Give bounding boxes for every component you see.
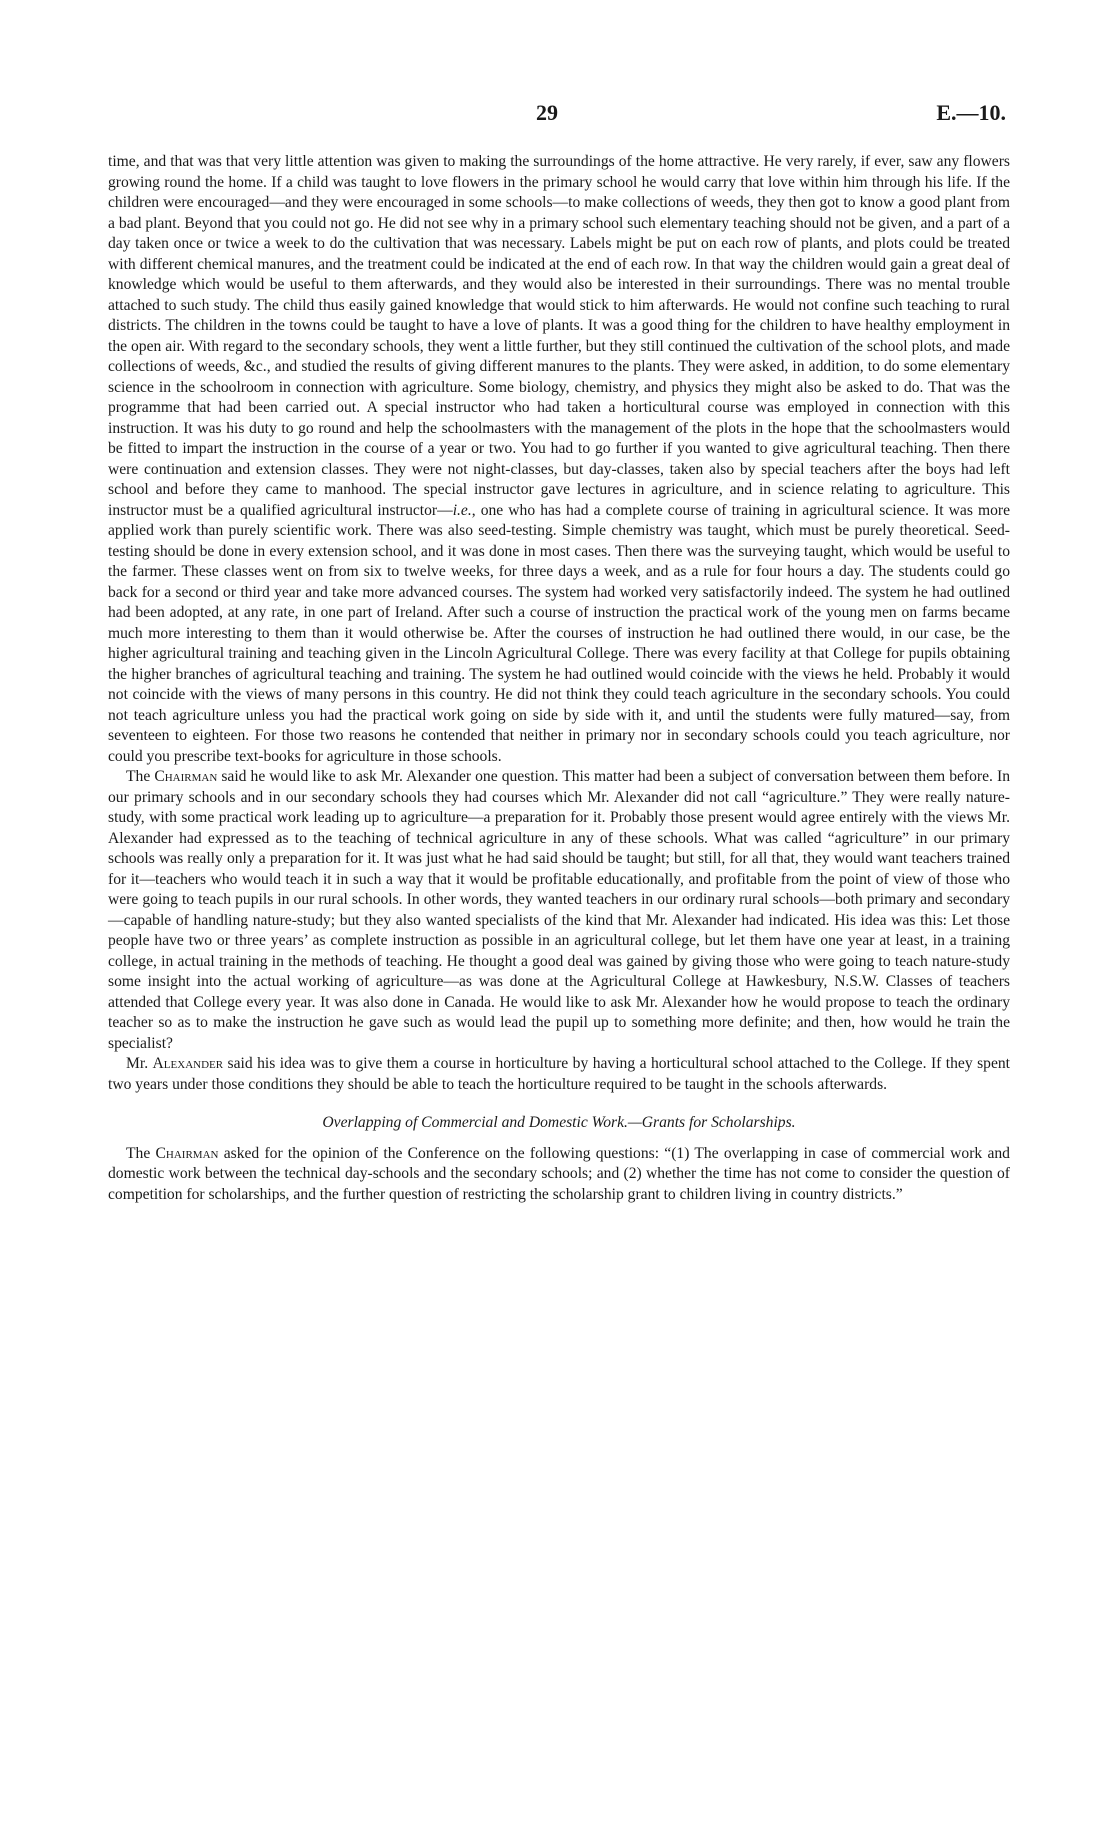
- section-heading: Overlapping of Commercial and Domestic Work.—Grants for Scholarships.: [322, 1114, 796, 1131]
- document-reference: E.—10.: [936, 100, 1006, 125]
- paragraph-text: Mr.: [126, 1055, 153, 1072]
- paragraph-chairman-question: [108, 767, 1010, 1054]
- paragraph-text: asked for the opinion of the Conference on the following questions: “(1) The overlapping in case of commercial work and domestic work between the technical day-schools and the secondary schools; and (2) whether the time has not come to consider the question of competition for scholarships, and the further question of restricting the scholarship grant to children living in country districts.”: [108, 1144, 1010, 1203]
- paragraph-text: said he would like to ask Mr. Alexander one question. This matter had been a subject of conversation between them before. In our primary schools and in our secondary schools they had courses which Mr. Alexander did not call “agriculture.” They were really nature-study, with some practical work leading up to agriculture—a preparation for it. Probably those present would agree entirely with the views Mr. Alexander had expressed as to the teaching of technical agriculture in any of these schools. What was called “agriculture” in our primary schools was really only a preparation for it. It was just what he had said should be taught; but still, for all that, they would want teachers trained for it—teachers who would teach it in such a way that it would be profitable educationally, and profitable from the point of view of those who were going to teach pupils in our rural schools. In other words, they wanted teachers in our ordinary rural schools—both primary and secondary—capable of handling nature-study; but they also wanted specialists of the kind that Mr. Alexander had indicated. His idea was this: Let those people have two or three years’ as complete instruction as possible in an agricultural college, but let them have one year at least, in a training college, in actual training in the methods of teaching. He thought a good deal was gained by giving those who were going to teach nature-study some insight into the actual working of agriculture—as was done at the Agricultural College at Hawkesbury, N.S.W. Classes of teachers attended that College every year. It was also done in Canada. He would like to ask Mr. Alexander how he would propose to teach the ordinary teacher so as to make the instruction he gave such as would lead the pupil up to something more definite; and then, how would he train the specialist?: [108, 768, 1010, 1052]
- paragraph-text: The: [126, 1144, 156, 1162]
- body-text: [108, 152, 1010, 1205]
- paragraph-chairman-questions: [108, 1144, 1010, 1206]
- paragraph-text: , one who has had a complete course of training in agricultural science. It was more applied work than purely scientific work. There was also seed-testing. Simple chemistry was taught, which must be purely theoretical. Seed-testing should be done in every extension school, and it was done in most cases. Then there was the surveying taught, which would be useful to the farmer. These classes went on from six to twelve weeks, for three days a week, and as a rule for four hours a day. The students could go back for a second or third year and take more advanced courses. The system had worked very satisfactorily indeed. The system he had outlined had been adopted, at any rate, in one part of Ireland. After such a course of instruction the practical work of the young men on farms became much more interesting to them than it would otherwise be. After the courses of instruction he had outlined there would, in our case, be the higher agricultural training and teaching given in the Lincoln Agricultural College. There was every facility at that College for pupils obtaining the higher branches of agricultural teaching and training. The system he had outlined would coincide with the views he held. Probably it would not coincide with the views of many persons in this country. He did not think they could teach agriculture in the secondary schools. You could not teach agriculture unless you had the practical work going on side by side with it, and until the students were fully matured—say, from seventeen to eighteen. For those two reasons he contended that neither in primary nor in secondary schools could you teach agriculture, nor could you prescribe text-books for agriculture in those schools.: [108, 501, 1010, 765]
- paragraph-alexander-remarks: [108, 152, 1010, 767]
- paragraph-text: time, and that was that very little attention was given to making the surroundings of the home attractive. He very rarely, if ever, saw any flowers growing round the home. If a child was taught to love flowers in the primary school he would carry that love within him through his life. If the children were encouraged—and they were encouraged in some schools—to make collections of weeds, they then got to know a good plant from a bad plant. Beyond that you could not go. He did not see why in a primary school such elementary teaching should not be given, and a part of a day taken once or twice a week to do the cultivation that was necessary. Labels might be put on each row of plants, and plots could be treated with different chemical manures, and the treatment could be indicated at the end of each row. In that way the children would gain a great deal of knowledge which would be useful to them afterwards, and they would also be interested in their surroundings. There was no mental trouble attached to such study. The child thus easily gained knowledge that would stick to him afterwards. He would not confine such teaching to rural districts. The children in the towns could be taught to have a love of plants. It was a good thing for the children to have healthy employment in the open air. With regard to the secondary schools, they went a little further, but they still continued the cultivation of the school plots, and made collections of weeds, &c., and studied the results of giving different manures to the plants. They were asked, in addition, to do some elementary science in the schoolroom in connection with agriculture. Some biology, chemistry, and physics they might also be asked to do. That was the programme that had been carried out. A special instructor who had taken a horticultural course was employed in connection with this instruction. It was his duty to go round and help the schoolmasters with the management of the plots in the hope that the schoolmasters would be fitted to impart the instruction in the course of a year or two. You had to go further if you wanted to give agricultural teaching. Then there were continuation and extension classes. They were not night-classes, but day-classes, taken also by special teachers after the boys had left school and before they came to manhood. The special instructor gave lectures in agriculture, and in science relating to agriculture. This instructor must be a qualified agricultural instructor—: [108, 153, 1010, 519]
- speaker-name: Alexander: [152, 1055, 224, 1072]
- paragraph-alexander-reply: [108, 1054, 1010, 1095]
- italic-abbreviation: i.e.: [452, 501, 472, 519]
- speaker-name: Chairman: [155, 1144, 219, 1162]
- page-header: [0, 100, 1114, 136]
- paragraph-text: said his idea was to give them a course in horticulture by having a horticultural school attached to the College. If they spent two years under those conditions they should be able to teach the horticulture required to be taught in the schools afterwards.: [108, 1055, 1010, 1093]
- speaker-name: Chairman: [154, 768, 218, 785]
- page-number: 29: [536, 100, 558, 125]
- paragraph-text: The: [126, 768, 155, 785]
